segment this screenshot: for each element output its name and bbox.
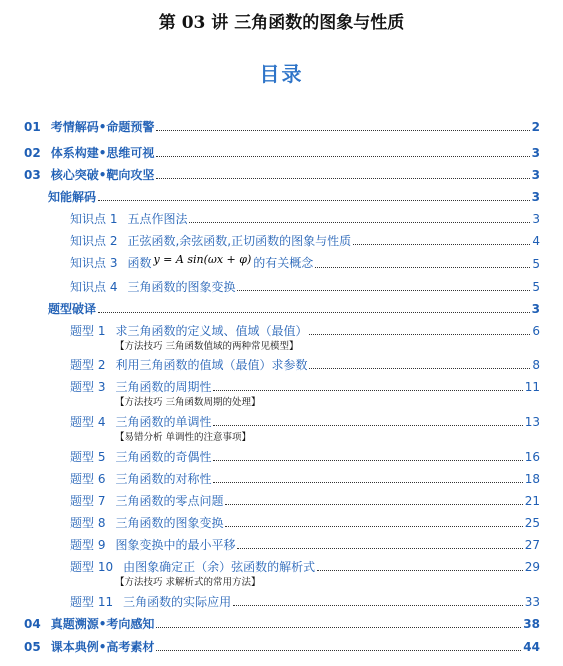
- toc-page: 33: [524, 595, 540, 609]
- toc-text: 三角函数的零点问题: [115, 494, 224, 508]
- toc-text: 三角函数的奇偶性: [115, 450, 212, 464]
- leader-dots: [156, 649, 521, 651]
- toc-num: 题型 2: [70, 358, 106, 372]
- toc-text: 图象变换中的最小平移: [115, 538, 236, 552]
- toc-text: 三角函数的单调性: [115, 415, 212, 429]
- toc-num: 05: [24, 640, 41, 654]
- toc-num: 01: [24, 120, 41, 134]
- toc-num: 04: [24, 617, 41, 631]
- toc-entry-04[interactable]: [24, 613, 540, 631]
- toc-text: 求三角函数的定义域、值域（最值）: [115, 324, 308, 338]
- toc-entry-type-8[interactable]: [70, 512, 540, 530]
- toc-num: 题型 4: [70, 415, 106, 429]
- toc-entry-type-9[interactable]: [70, 534, 540, 552]
- toc-page: 3: [531, 168, 540, 182]
- toc-text: 知能解码: [48, 190, 97, 204]
- toc-entry-type-3[interactable]: [70, 376, 540, 394]
- toc-text: 五点作图法: [127, 212, 188, 226]
- toc-text-before: 函数: [127, 256, 152, 270]
- toc-text: 三角函数的图象变换: [127, 280, 236, 294]
- toc-num: 题型 1: [70, 324, 106, 338]
- toc-text: 考情解码•命题预警: [50, 120, 155, 134]
- leader-dots: [156, 155, 529, 157]
- toc-text: 体系构建•思维可视: [50, 146, 155, 160]
- toc-page: 16: [524, 450, 540, 464]
- toc-num: 知识点 3: [70, 256, 118, 270]
- toc-num: 题型 11: [70, 595, 114, 609]
- toc-text-after: 的有关概念: [253, 256, 314, 270]
- leader-dots: [317, 569, 523, 571]
- toc-text: 由图象确定正（余）弦函数的解析式: [123, 560, 316, 574]
- leader-dots: [213, 389, 522, 391]
- toc-entry-knowledge-4[interactable]: [70, 276, 540, 294]
- toc-text: 三角函数的图象变换: [115, 516, 224, 530]
- toc-text: 正弦函数,余弦函数,正切函数的图象与性质: [127, 234, 352, 248]
- toc-page: 18: [524, 472, 540, 486]
- toc-entry-zhineng[interactable]: [48, 186, 540, 204]
- document-title: 第 03 讲 三角函数的图象与性质: [158, 13, 405, 33]
- toc-num: 知识点 2: [70, 234, 118, 248]
- leader-dots: [156, 626, 521, 628]
- toc-page: 3: [531, 190, 540, 204]
- toc-page: 38: [523, 617, 540, 631]
- toc-page: 4: [532, 234, 540, 248]
- toc-page: 3: [532, 212, 540, 226]
- toc-entry-type-2[interactable]: [70, 354, 540, 372]
- leader-dots: [315, 266, 530, 268]
- leader-dots: [156, 177, 529, 179]
- toc-note: 【方法技巧 求解析式的常用方法】: [115, 577, 261, 588]
- toc-page: 5: [532, 280, 540, 294]
- toc-entry-type-10[interactable]: [70, 556, 540, 574]
- toc-text: 三角函数的对称性: [115, 472, 212, 486]
- leader-dots: [156, 129, 529, 131]
- toc-page: 2: [531, 120, 540, 134]
- leader-dots: [213, 424, 522, 426]
- toc-page: 3: [531, 146, 540, 160]
- leader-dots: [309, 367, 530, 369]
- leader-dots: [225, 525, 522, 527]
- leader-dots: [309, 333, 530, 335]
- toc-note: 【方法技巧 三角函数周期的处理】: [115, 397, 261, 408]
- toc-page: 8: [532, 358, 540, 372]
- formula: y = A sin(ωx + φ): [153, 253, 252, 266]
- toc-num: 03: [24, 168, 41, 182]
- leader-dots: [237, 547, 522, 549]
- leader-dots: [213, 481, 522, 483]
- toc-entry-type-7[interactable]: [70, 490, 540, 508]
- toc-entry-02[interactable]: [24, 142, 540, 160]
- toc-text: 核心突破•靶向攻坚: [50, 168, 155, 182]
- toc-num: 02: [24, 146, 41, 160]
- toc-entry-knowledge-3[interactable]: [70, 253, 540, 271]
- toc-entry-type-5[interactable]: [70, 446, 540, 464]
- toc-entry-knowledge-2[interactable]: [70, 230, 540, 248]
- leader-dots: [225, 503, 522, 505]
- leader-dots: [98, 199, 530, 201]
- toc-entry-type-6[interactable]: [70, 468, 540, 486]
- toc-text: 三角函数的实际应用: [123, 595, 232, 609]
- toc-heading: 目录: [259, 62, 304, 86]
- toc-text: 真题溯源•考向感知: [50, 617, 155, 631]
- leader-dots: [189, 221, 530, 223]
- toc-num: 知识点 4: [70, 280, 118, 294]
- toc-page: 13: [524, 415, 540, 429]
- toc-entry-01[interactable]: [24, 116, 540, 134]
- toc-entry-tixing[interactable]: [48, 298, 540, 316]
- toc-page: 11: [524, 380, 540, 394]
- toc-entry-knowledge-1[interactable]: [70, 208, 540, 226]
- toc-entry-type-4[interactable]: [70, 411, 540, 429]
- toc-entry-type-11[interactable]: [70, 591, 540, 609]
- toc-entry-03[interactable]: [24, 164, 540, 182]
- leader-dots: [233, 604, 523, 606]
- toc-num: 知识点 1: [70, 212, 118, 226]
- toc-num: 题型 10: [70, 560, 114, 574]
- toc-page: 3: [531, 302, 540, 316]
- toc-entry-type-1[interactable]: [70, 320, 540, 338]
- toc-num: 题型 9: [70, 538, 106, 552]
- toc-text: 利用三角函数的值域（最值）求参数: [115, 358, 308, 372]
- leader-dots: [237, 289, 530, 291]
- toc-entry-05[interactable]: [24, 636, 540, 654]
- toc-page: 5: [532, 257, 540, 271]
- toc-page: 6: [532, 324, 540, 338]
- toc-page: 44: [523, 640, 540, 654]
- toc-page: 29: [524, 560, 540, 574]
- toc-page: 21: [524, 494, 540, 508]
- toc-num: 题型 5: [70, 450, 106, 464]
- toc-page: 27: [524, 538, 540, 552]
- toc-num: 题型 3: [70, 380, 106, 394]
- toc-note: 【方法技巧 三角函数值域的两种常见模型】: [115, 341, 299, 352]
- toc-text: 题型破译: [48, 302, 97, 316]
- leader-dots: [353, 243, 530, 245]
- toc-num: 题型 8: [70, 516, 106, 530]
- toc-note: 【易错分析 单调性的注意事项】: [115, 432, 252, 443]
- toc-text: 三角函数的周期性: [115, 380, 212, 394]
- toc-page: 25: [524, 516, 540, 530]
- leader-dots: [98, 311, 530, 313]
- toc-num: 题型 6: [70, 472, 106, 486]
- toc-num: 题型 7: [70, 494, 106, 508]
- leader-dots: [213, 459, 522, 461]
- toc-text: 课本典例•高考素材: [50, 640, 155, 654]
